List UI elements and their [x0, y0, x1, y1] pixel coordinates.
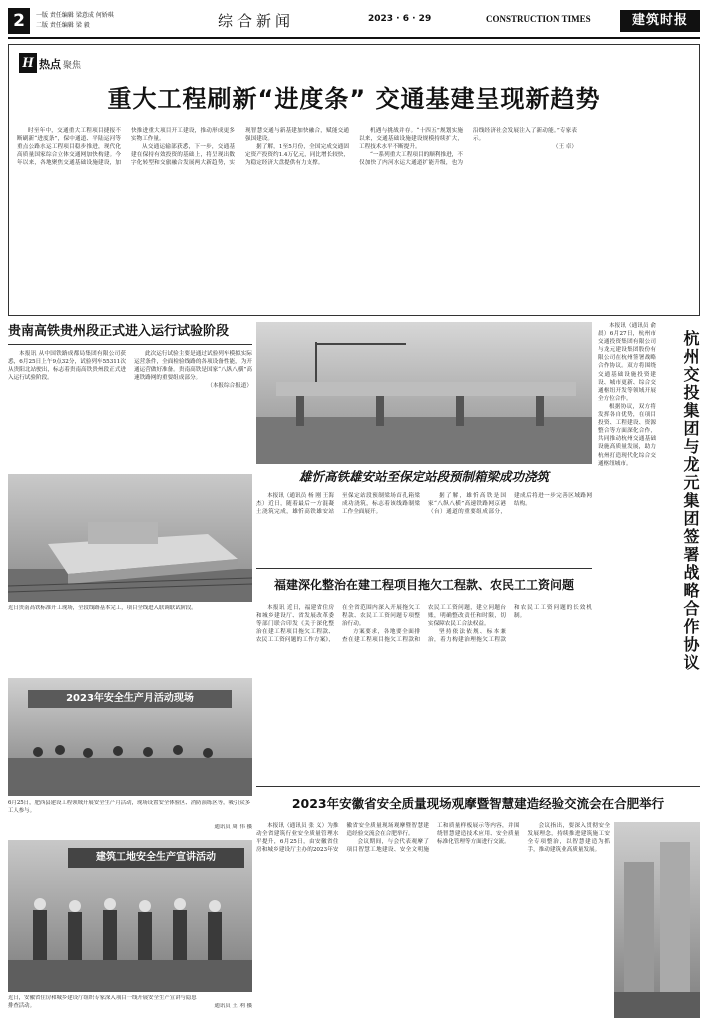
- safety-photo-2-credit: 通讯员 王 利 摄: [214, 1003, 252, 1009]
- guiyang-station-photo: [8, 474, 252, 602]
- xiongan-photo: [256, 322, 592, 464]
- anhui-photo: [614, 822, 700, 1018]
- masthead-rule: [8, 37, 700, 39]
- xiongan-body: [256, 492, 592, 564]
- hot-paragraph: “一系列重大工程项目的顺利推进，不仅加快了内河水运大通道扩能升级，也为沿线经济社会发展注入了新动能。”专家表示。: [359, 128, 577, 167]
- guiyang-paragraph: 本报讯 从中国铁路成都局集团有限公司获悉，6月25日上午9点32分，试验列车55311次从贵阳北站驶出，标志着贵南高铁贵州段正式进入运行试验阶段。: [8, 351, 126, 382]
- guiyang-paragraph: 此次运行试验主要是通过试验列车模拟实际运营条件，全面检验线路的各项设备性能，为开通运营做好准备。贵南高铁是国家“八纵八横”高速铁路网的重要组成部分。: [134, 351, 252, 382]
- guiyang-credit: （本报综合报道）: [207, 383, 252, 390]
- fujian-top-rule: [256, 568, 592, 569]
- anhui-headline: 2023年安徽省安全质量现场观摩暨智慧建造经验交流会在合肥举行: [291, 796, 665, 811]
- xiongan-paragraph: 本报讯（通讯员 杨 刚 王海杰）近日，随着最后一方混凝土浇筑完成，雄忻高铁雄安站至保定站段预制梁场首孔箱梁成功浇筑，标志着该线路制梁工作全面展开。: [256, 493, 420, 516]
- guiyang-headline-rule: [8, 344, 252, 345]
- safety-photo-2: [8, 840, 252, 992]
- safety-banner-1: 2023年安全生产月活动现场: [28, 690, 232, 708]
- hot-headline: 重大工程刷新“进度条” 交通基建呈现新趋势: [107, 85, 601, 113]
- fujian-body: [256, 604, 592, 782]
- hot-paragraph: 据了解，1至5月份，全国完成交通固定资产投资约1.4万亿元，同比增长较快，为稳定经济大盘提供有力支撑。: [245, 144, 349, 167]
- hot-topic-tag: [19, 53, 89, 73]
- safety-photo-1-caption: 6月25日，肥西县建设工程领域开展安全生产月活动，现场设置安全体验区、消防演练区等，吸引众多工人参与。: [8, 800, 251, 814]
- section-title: 综合新闻: [218, 12, 295, 30]
- hangzhou-headline: 杭州交投集团与龙元集团签署战略合作协议: [681, 330, 700, 672]
- building-illustration: [614, 822, 700, 1018]
- hot-tag-letter: H: [19, 53, 37, 73]
- station-illustration: [8, 474, 252, 602]
- hot-paragraph: 时至年中，交通重大工程项目捷报不断刷新“进度条”，保中通道、平陆运河等重点公路水运工程项目稳步推进，现代化高质量国家综合立体交通网加快构建。今年以来，各地聚焦交通基础设施建设，加快推进重大项目开工建设，推动形成更多实物工作量。: [17, 128, 235, 167]
- anhui-paragraph: 本报讯（通讯员 张 义）为推动全省建筑行业安全质量管理水平提升，6月25日，由安徽省住房和城乡建设厅主办的2023年安徽省安全质量现场观摩暨智慧建造经验交流会在合肥举行。: [256, 823, 429, 854]
- anhui-top-rule: [256, 786, 700, 787]
- anhui-body: [256, 822, 610, 1018]
- fujian-paragraph: 本报讯 近日，福建省住房和城乡建设厅、省发展改革委等部门联合印发《关于深化整治在建工程项目拖欠工程款、农民工工资问题的工作方案》，在全省范围内深入开展拖欠工程款、农民工工资问题专项整治行动。: [256, 605, 420, 644]
- guiyang-photo-caption: 近日贵南高铁标准开工现场，全段线路基本完工，项目全线进入联调联试阶段。: [8, 605, 197, 611]
- safety-photo-2-caption: 近日，安徽省住房和城乡建设厅组织专家深入项目一线开展安全生产宣讲与隐患排查活动。: [8, 995, 197, 1009]
- hot-paragraph: 从交通运输部获悉，下一步，交通基建在保持有效投资的基础上，将呈现出数字化转型和交旅融合发展两大新趋势，实现智慧交通与新基建加快融合，赋能交通强国建设。: [131, 128, 349, 167]
- xiongan-paragraph: 据了解，雄忻高铁是国家“八纵八横”高速铁路网京港（台）通道的重要组成部分，建成后将进一步完善区域路网结构。: [428, 493, 592, 516]
- hangzhou-body: [598, 322, 656, 782]
- editors-line-2: 二版 责任编辑 梁 毅: [36, 22, 90, 29]
- anhui-paragraph: 会议期间，与会代表观摩了项目智慧工地建设、安全文明施工和质量样板展示等内容，并围绕智慧建造技术应用、安全质量标准化管理等方面进行交流。: [346, 823, 520, 854]
- masthead: [8, 8, 700, 36]
- fujian-headline: 福建深化整治在建工程项目拖欠工程款、农民工工资问题: [273, 578, 574, 592]
- hot-body: [17, 127, 691, 311]
- hot-paragraph: 机遇与挑战并存。“十四五”规划实施以来，交通基础设施建设规模持续扩大，工程技术水平不断提升。: [359, 128, 463, 151]
- crowd-illustration: [8, 678, 252, 796]
- hot-topic-box: [8, 44, 700, 316]
- paper-name-en: CONSTRUCTION TIMES: [486, 14, 591, 24]
- page-number: 2: [8, 8, 30, 34]
- editors-line-1: 一版 责任编辑 梁意成 何娇琪: [36, 12, 114, 19]
- anhui-paragraph: 会议指出，要深入贯彻安全发展理念，持续推进建筑施工安全专项整治，以智慧建造为抓手，推动建筑业高质量发展。: [527, 823, 610, 854]
- issue-date: 2023 · 6 · 29: [368, 14, 432, 24]
- fujian-paragraph: 坚持依法依规、标本兼治，着力构建治理拖欠工程款和农民工工资问题的长效机制。: [428, 605, 592, 644]
- safety-photo-1: [8, 678, 252, 796]
- hot-tag-text: 热点: [39, 58, 61, 71]
- hangzhou-paragraph: 根据协议，双方将发挥各自优势，在项目投资、工程建设、资源整合等方面深化合作，共同推动杭州交通基础设施高质量发展，助力杭州打造现代化综合交通枢纽城市。: [598, 403, 656, 467]
- guiyang-body: [8, 350, 252, 470]
- bridge-illustration: [256, 322, 592, 464]
- hot-sign-off: （王 卓）: [552, 144, 577, 151]
- safety-photo-1-credit: 通讯员 周 伟 摄: [214, 824, 252, 830]
- workers-illustration: [8, 840, 252, 992]
- safety-banner-2: 建筑工地安全生产宣讲活动: [68, 848, 244, 868]
- xiongan-caption-bar: 雄忻高铁雄安站至保定站段预制箱梁成功浇筑: [298, 469, 549, 484]
- hot-tag-sub: 聚焦: [63, 61, 82, 71]
- guiyang-headline: 贵南高铁贵州段正式进入运行试验阶段: [8, 324, 230, 339]
- hangzhou-paragraph: 本报讯（通讯员 俞 晨）6月27日，杭州市交通投资集团有限公司与龙元建设集团股份有限公司在杭州签署战略合作协议。双方将围绕交通基础设施投资建设、城市更新、综合交通枢纽开发等领域开展全方位合作。: [598, 323, 656, 402]
- fujian-paragraph: 方案要求，各地要全面排查在建工程项目拖欠工程款和农民工工资问题，建立问题台账，明确整改责任和时限，切实保障农民工合法权益。: [342, 605, 506, 644]
- paper-name-cn: 建筑时报: [620, 10, 700, 32]
